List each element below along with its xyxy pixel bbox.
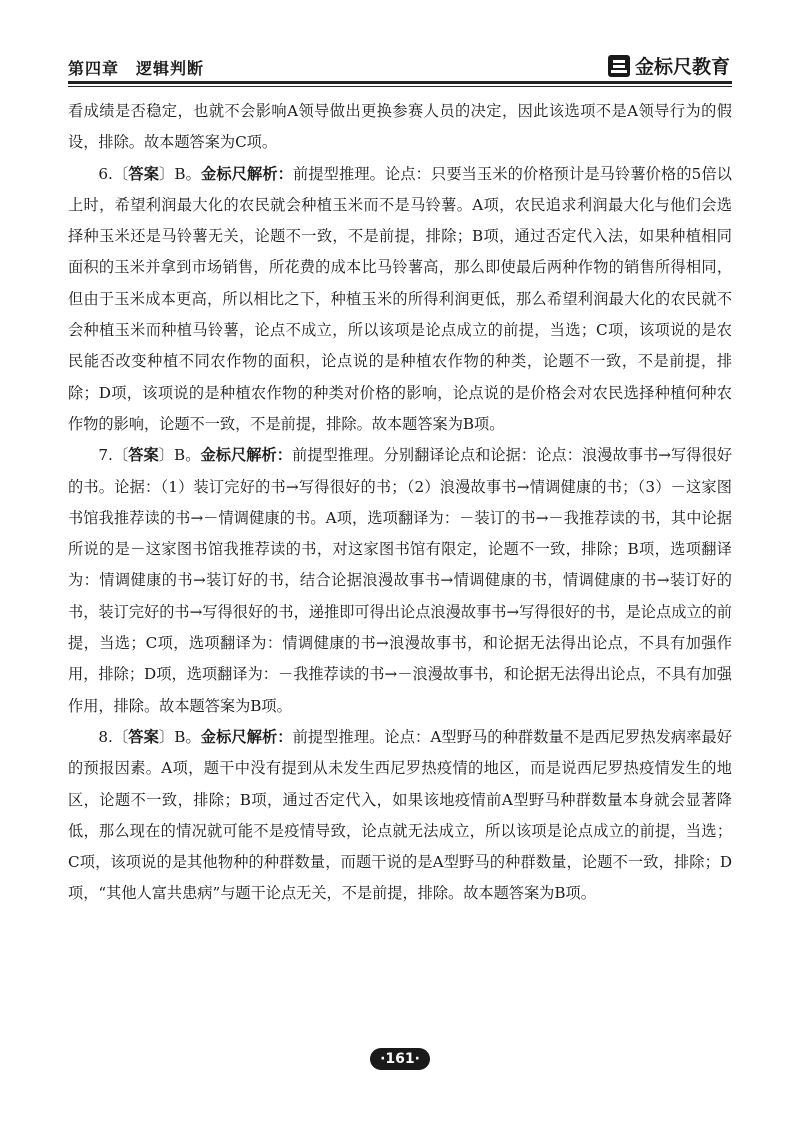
- header-rule-thin: [68, 86, 732, 87]
- header-rule: [68, 81, 732, 84]
- paragraph-text: 前提型推理。论点：A型野马的种群数量不是西尼罗热发病率最好的预报因素。A项，题干中没有提到从未发生西尼罗热疫情的地区，而是说西尼罗热疫情发生的地区，论题不一致，排除；B项，通过否定代入，如果该地疫情前A型野马种群数量本身就会显著降低，那么现在的情况就可能不是疫情导致，论点就无法成立，所以该项是论点成立的前提，当选；C项，该项说的是其他物种的种群数量，而题干说的是A型野马的种群数量，论题不一致，排除；D项，“其他人富共患病”与题干论点无关，不是前提，排除。故本题答案为B项。: [68, 727, 733, 903]
- paragraph-text: 前提型推理。论点：只要当玉米的价格预计是马铃薯价格的5倍以上时，希望利润最大化的农民就会种植玉米而不是马铃薯。A项，农民追求利润最大化与他们会选择种玉米还是马铃薯无关，论题不一致，不是前提，排除；B项，通过否定代入法，如果种植相同面积的玉米并拿到市场销售，所花费的成本比马铃薯高，那么即使最后两种作物的销售所得相同，但由于玉米成本更高，所以相比之下，种植玉米的所得利润更低，那么希望利润最大化的农民就不会种植玉米而种植马铃薯，论点不成立，所以该项是论点成立的前提，当选；C项，该项说的是农民能否改变种植不同农作物的面积，论点说的是种植农作物的种类，论题不一致，不是前提，排除；D项，该项说的是种植农作物的种类对价格的影响，论点说的是价格会对农民选择种植何种农作物的影响，论题不一致，不是前提，排除。故本题答案为B项。: [68, 164, 732, 433]
- paragraph-text: 前提型推理。分别翻译论点和论据：论点：浪漫故事书→写得很好的书。论据：（1）装订完好的书→写得很好的书；（2）浪漫故事书→情调健康的书；（3）－这家图书馆我推荐读的书→－情调健康的书。A项，选项翻译为：－装订的书→－我推荐读的书，其中论据所说的是－这家图书馆我推荐读的书，对这家图书馆有限定，论题不一致，排除；B项，选项翻译为：情调健康的书→装订好的书，结合论据浪漫故事书→情调健康的书，情调健康的书→装订好的书，装订完好的书→写得很好的书，递推即可得出论点浪漫故事书→写得很好的书，是论点成立的前提，当选；C项，选项翻译为：情调健康的书→浪漫故事书，和论据无法得出论点，不具有加强作用，排除；D项，选项翻译为：－我推荐读的书→－浪漫故事书，和论据无法得出论点，不具有加强作用，排除。故本题答案为B项。: [68, 446, 733, 715]
- paragraph: [68, 440, 732, 722]
- paragraph-text: 〕B。: [158, 446, 201, 465]
- brand-name: 金标尺教育: [634, 56, 730, 78]
- paragraph-text: 7.〔: [98, 446, 129, 465]
- page-number: ·161·: [370, 1048, 430, 1070]
- bold-label: 金标尺解析：: [200, 446, 293, 465]
- bold-label: 答案: [128, 446, 159, 465]
- paragraph-text: 〕B。: [159, 164, 202, 183]
- bold-label: 答案: [128, 727, 159, 746]
- paragraph: [68, 722, 732, 910]
- brand-logo-icon: [608, 55, 630, 77]
- bold-label: 金标尺解析：: [200, 727, 293, 746]
- paragraph-text: 看成绩是否稳定，也就不会影响A领导做出更换参赛人员的决定，因此该选项不是A领导行为的假设，排除。故本题答案为C项。: [68, 102, 732, 152]
- paragraph-text: 〕B。: [158, 727, 201, 746]
- paragraph-text: 8.〔: [98, 727, 129, 746]
- bold-label: 答案: [128, 164, 160, 183]
- paragraph-text: 6.〔: [98, 164, 129, 183]
- brand: [608, 52, 730, 79]
- page-header: [68, 46, 732, 86]
- chapter-title: 第四章 逻辑判断: [68, 59, 205, 78]
- paragraph: [68, 96, 732, 159]
- bold-label: 金标尺解析：: [201, 164, 294, 183]
- paragraph: [68, 159, 732, 441]
- page-number-container: [0, 1048, 800, 1070]
- document-body: [68, 96, 732, 910]
